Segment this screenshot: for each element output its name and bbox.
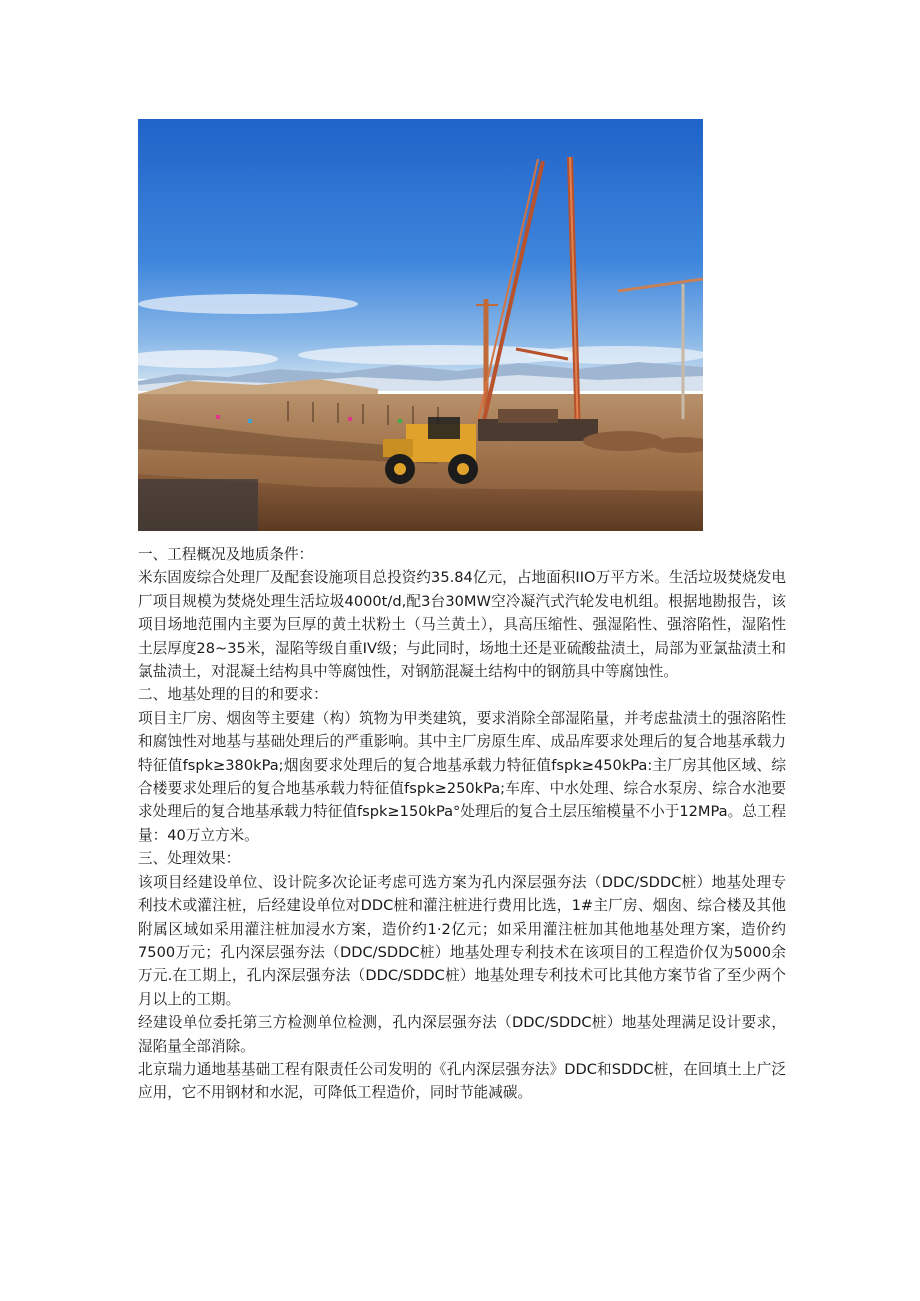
paragraph-results-cost: 该项目经建设单位、设计院多次论证考虑可选方案为孔内深层强夯法（DDC/SDDC桩）地基处理专利技术或灌注桩，后经建设单位对DDC桩和灌注桩进行费用比选，1#主厂房、烟囱、综合楼及其他附属区域如采用灌注桩加浸水方案，造价约1·2亿元；如采用灌注桩加其他地基处理方案，造价约7500万元；孔内深层强夯法（DDC/SDDC桩）地基处理专利技术在该项目的工程造价仅为5000余万元.在工期上，孔内深层强夯法（DDC/SDDC桩）地基处理专利技术可比其他方案节省了至少两个月以上的工期。: [138, 873, 786, 1008]
paragraph-requirements: 项目主厂房、烟囱等主要建（构）筑物为甲类建筑，要求消除全部湿陷量，并考虑盐渍土的强溶陷性和腐蚀性对地基与基础处理后的严重影响。其中主厂房原生库、成品库要求处理后的复合地基承载力特征值fspk≥380kPa;烟囱要求处理后的复合地基承载力特征值fspk≥450kPa:主厂房其他区域、综合楼要求处理后的复合地基承载力特征值fspk≥250kPa;车库、中水处理、综合水泵房、综合水池要求处理后的复合地基承载力特征值fspk≥150kPa°处理后的复合土层压缩模量不小于12MPa。总工程量：40万立方米。: [138, 709, 786, 844]
section-heading-overview: 一、工程概况及地质条件：: [138, 546, 314, 563]
construction-site-photo: [138, 119, 703, 531]
paragraph-results-inspection: 经建设单位委托第三方检测单位检测，孔内深层强夯法（DDC/SDDC桩）地基处理满足设计要求，湿陷量全部消除。: [138, 1014, 786, 1055]
paragraph-company-note: 北京瑞力通地基基础工程有限责任公司发明的《孔内深层强夯法》DDC和SDDC桩，在回填土上广泛应用，它不用钢材和水泥，可降低工程造价，同时节能减碳。: [138, 1060, 786, 1102]
section-heading-requirements: 二、地基处理的目的和要求：: [138, 686, 328, 704]
section-heading-results: 三、处理效果：: [138, 850, 241, 868]
paragraph-overview: 米东固废综合处理厂及配套设施项目总投资约35.84亿元，占地面积IIO万平方米。生活垃圾焚烧发电厂项目规模为焚烧处理生活垃圾4000t/d,配3台30MW空冷凝汽式汽轮发电机组。根据地勘报告，该项目场地范围内主要为巨厚的黄土状粉土（马兰黄土），具高压缩性、强湿陷性、强溶陷性，湿陷性土层厚度28~35米，湿陷等级自重IV级；与此同时，场地土还是亚硫酸盐渍土，局部为亚氯盐渍土和氯盐渍土，对混凝土结构具中等腐蚀性，对钢筋混凝土结构中的钢筋具中等腐蚀性。: [138, 569, 786, 681]
article-body: [138, 543, 786, 1105]
construction-site-image: [138, 119, 703, 531]
